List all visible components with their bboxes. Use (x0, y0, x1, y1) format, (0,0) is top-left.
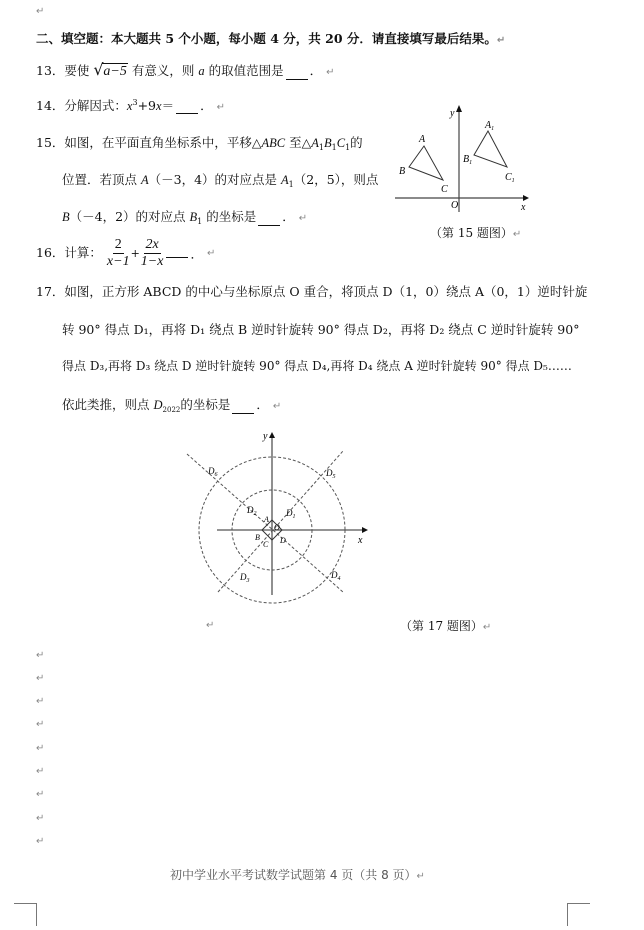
paragraph-mark: ↵ (36, 789, 45, 800)
variable: ABC (261, 136, 286, 150)
plus-sign: + (130, 247, 140, 260)
question-15-line-1 (36, 133, 363, 152)
question-number: 14． (36, 98, 65, 113)
subscript: 1 (197, 217, 203, 226)
label-d5: $D_5$ (326, 468, 336, 480)
question-17-line-4 (62, 395, 281, 414)
label-x: x (521, 202, 526, 213)
paragraph-mark: ↵ (36, 836, 45, 847)
page-footer (170, 866, 425, 883)
variable: D (153, 398, 163, 412)
fraction-2 (141, 237, 164, 270)
variable: A (311, 136, 319, 150)
text: 要使 (64, 63, 90, 78)
paragraph-mark: ↵ (512, 229, 522, 240)
question-15-line-3 (62, 207, 307, 226)
paragraph-mark: ↵ (216, 102, 225, 113)
triangle-a1b1c1 (474, 131, 507, 167)
label-o: O (451, 200, 459, 211)
label-a1: $A_1$ (485, 120, 495, 132)
text: （－4，2）的对应点 (69, 209, 186, 224)
page-corner-mark-left (14, 903, 37, 926)
paragraph-mark: ↵ (36, 813, 45, 824)
label-x: x (358, 535, 363, 546)
text: 有意义，则 (131, 63, 195, 78)
paragraph-mark: ↵ (36, 673, 45, 684)
text: 如图，在平面直角坐标系中，平移△ (64, 135, 262, 150)
label-d: D (280, 536, 286, 545)
label-d2: $D_2$ (247, 505, 257, 517)
text: ． (282, 209, 295, 224)
paragraph-mark: ↵ (416, 871, 425, 882)
label-b: B (399, 166, 406, 177)
text: 依此类推，则点 (62, 397, 150, 412)
numerator: 2 (114, 237, 122, 252)
label-b: B (255, 533, 260, 542)
paragraph-mark: ↵ (36, 696, 45, 707)
label-y: y (263, 431, 268, 442)
variable: x (126, 99, 133, 113)
text: ＝ (161, 98, 175, 113)
question-15-line-2 (62, 170, 378, 189)
label-o: O (274, 523, 280, 532)
question-number: 15． (36, 135, 65, 150)
text: ． (309, 63, 323, 78)
variable: B (189, 210, 198, 224)
label-c1: $C_1$ (505, 172, 515, 184)
text: 得点 D₃,再将 D₃ 绕点 D 逆时针旋转 90° 得点 D₄,再将 D₄ 绕点 A 逆时针旋转 90° 得点 D₅…… (62, 359, 572, 373)
question-17-caption (400, 617, 491, 634)
text: 的坐标是 (180, 397, 231, 412)
text: ． (190, 246, 203, 262)
radicand: a−5 (103, 64, 127, 79)
question-17-figure (180, 420, 370, 610)
paragraph-mark: ↵ (206, 620, 215, 631)
text: 分解因式： (64, 98, 127, 113)
label-a: A (419, 134, 426, 145)
question-number: 17． (36, 284, 65, 299)
text: 的取值范围是 (208, 63, 284, 78)
section-heading-text: 二、填空题：本大题共 5 个小题，每小题 4 分，共 20 分．请直接填写最后结果。 (36, 31, 497, 46)
answer-blank[interactable] (286, 67, 308, 80)
y-axis-arrow-icon (269, 432, 275, 438)
paragraph-mark: ↵ (36, 766, 45, 777)
answer-blank[interactable] (232, 401, 254, 414)
label-b1: $B_1$ (463, 154, 473, 166)
variable: x (156, 99, 162, 113)
paragraph-mark: ↵ (298, 213, 308, 224)
triangle-abc (409, 146, 443, 180)
caption-text: （第 17 题图） (400, 619, 483, 633)
numerator: 2x (145, 237, 159, 252)
question-15-caption (430, 224, 521, 241)
caption-text: （第 15 题图） (430, 226, 513, 240)
question-15-figure (395, 104, 535, 216)
question-number: 13． (36, 63, 65, 78)
subscript: 1 (331, 143, 337, 152)
paragraph-mark: ↵ (496, 35, 506, 46)
question-13 (36, 61, 334, 80)
subscript: 1 (345, 143, 351, 152)
variable: a (198, 64, 205, 78)
paragraph-mark: ↵ (36, 650, 45, 661)
text: 的 (350, 135, 363, 150)
exponent: 3 (132, 98, 138, 107)
text: 如图，正方形 ABCD 的中心与坐标原点 O 重合，将顶点 D（1，0）绕点 A（0，1）逆时针旋 (64, 284, 588, 299)
paragraph-mark: ↵ (36, 719, 45, 730)
question-14 (36, 96, 225, 114)
paragraph-mark: ↵ (206, 248, 216, 259)
variable: B (62, 210, 70, 224)
text: （－3，4）的对应点是 (148, 172, 278, 187)
label-c: C (441, 184, 448, 195)
paragraph-mark: ↵ (272, 401, 282, 412)
diagonal-line-1 (218, 451, 343, 592)
question-number: 16． (36, 245, 65, 260)
footer-text: 初中学业水平考试数学试题第 4 页（共 8 页） (170, 868, 417, 882)
subscript: 2022 (162, 406, 181, 414)
question-17-line-2 (62, 320, 579, 338)
label-d6: $D_6$ (208, 466, 218, 478)
sqrt-expression (93, 60, 127, 80)
text: 位置．若顶点 (62, 172, 138, 187)
page-corner-mark-right (567, 903, 590, 926)
text: 至△ (289, 135, 312, 150)
section-heading (36, 29, 505, 47)
text: 转 90° 得点 D₁，再将 D₁ 绕点 B 逆时针旋转 90° 得点 D₂，再将 D₂ 绕点 C 逆时针旋转 90° (62, 322, 580, 337)
variable: A (281, 173, 289, 187)
y-axis-arrow-icon (456, 105, 462, 112)
paragraph-mark: ↵ (36, 6, 45, 17)
label-d4: $D_4$ (331, 570, 341, 582)
text: +9 (137, 98, 157, 113)
answer-blank[interactable] (166, 249, 188, 258)
text: 的坐标是 (206, 209, 257, 224)
answer-blank[interactable] (258, 213, 280, 226)
variable: C (336, 136, 346, 150)
label-d3: $D_3$ (240, 572, 250, 584)
paragraph-mark: ↵ (326, 67, 335, 78)
denominator: x−1 (106, 254, 130, 269)
label-a: A (264, 515, 269, 524)
question-17-line-3 (62, 357, 572, 374)
variable: A (141, 173, 149, 187)
subscript: 1 (288, 180, 294, 189)
subscript: 1 (318, 143, 324, 152)
label-d1: $D_1$ (286, 508, 296, 520)
question-17-line-1 (36, 282, 587, 300)
paragraph-mark: ↵ (36, 743, 45, 754)
x-axis-arrow-icon (362, 527, 368, 533)
text: ． (256, 397, 269, 412)
sqrt-icon: √ (93, 60, 104, 79)
paragraph-mark: ↵ (482, 622, 492, 633)
label-y: y (450, 108, 455, 119)
fraction-1 (107, 237, 130, 270)
x-axis-arrow-icon (523, 195, 529, 201)
variable: B (323, 136, 332, 150)
question-16 (36, 237, 215, 270)
answer-blank[interactable] (176, 101, 198, 114)
text: （2，5），则点 (293, 172, 379, 187)
label-c: C (263, 540, 269, 549)
text: 计算： (64, 245, 102, 260)
text: ． (200, 98, 213, 113)
denominator: 1−x (140, 254, 164, 269)
